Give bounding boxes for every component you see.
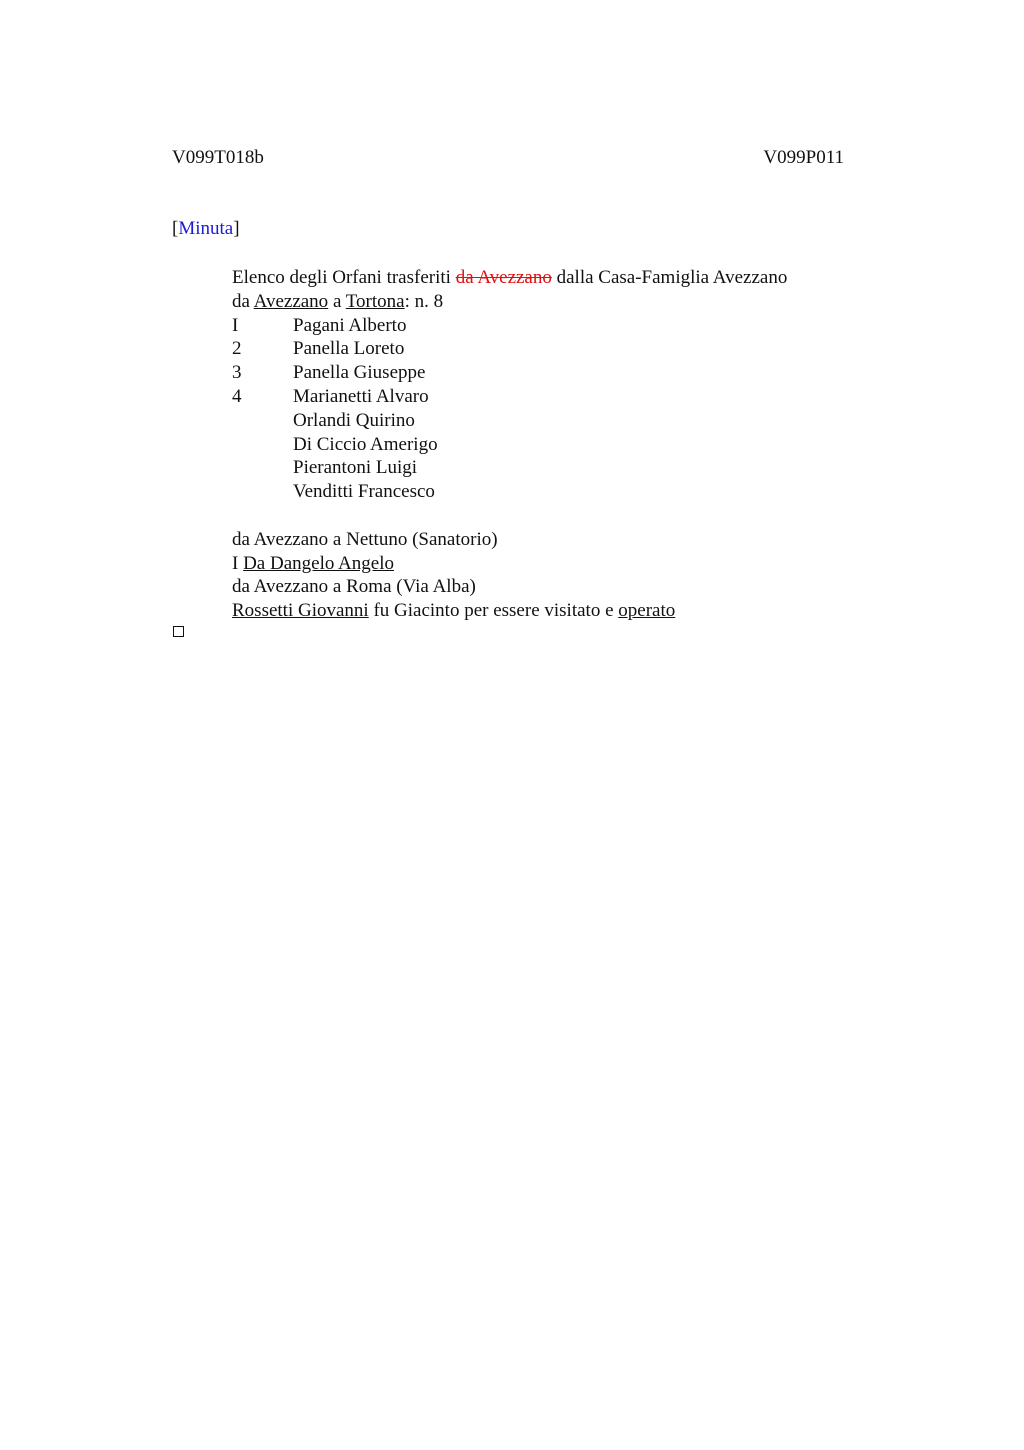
- route-from: Avezzano: [253, 290, 329, 312]
- title-suffix: dalla Casa-Famiglia Avezzano: [551, 267, 788, 288]
- route-nettuno: da Avezzano a Nettuno (Sanatorio): [232, 528, 498, 550]
- item-name: Panella Giuseppe: [293, 362, 426, 384]
- route-da: da: [232, 290, 254, 312]
- item-name: Marianetti Alvaro: [293, 385, 429, 407]
- entry-note: fu Giacinto per essere visitato e: [368, 600, 619, 622]
- entry-name: Rossetti Giovanni: [232, 600, 369, 622]
- roma-entry: [232, 599, 872, 623]
- document-body: [232, 266, 872, 623]
- minuta-label: [172, 218, 240, 240]
- item-number: 2: [232, 338, 242, 360]
- entry-note-underlined: operato: [618, 600, 676, 622]
- struck-text: da Avezzano: [455, 267, 552, 288]
- item-name: Orlandi Quirino: [293, 409, 415, 431]
- list-title: [232, 266, 872, 290]
- route-tortona: [232, 290, 872, 314]
- route-count: : n. 8: [404, 290, 444, 312]
- route-roma: da Avezzano a Roma (Via Alba): [232, 576, 476, 598]
- orphan-list: [232, 314, 872, 504]
- title-prefix: Elenco degli Orfani trasferiti: [232, 267, 456, 288]
- entry-number: I: [232, 552, 244, 574]
- item-name: Di Ciccio Amerigo: [293, 433, 438, 455]
- checkbox-square-icon: [173, 626, 184, 637]
- item-name: Pierantoni Luigi: [293, 457, 418, 479]
- list-item: [232, 314, 872, 338]
- nettuno-entry: [232, 552, 872, 576]
- entry-name: Da Dangelo Angelo: [243, 552, 394, 574]
- route-to: Tortona: [345, 290, 405, 312]
- document-code-left: V099T018b: [172, 147, 264, 168]
- item-name: Panella Loreto: [293, 338, 405, 360]
- list-item: [232, 409, 872, 433]
- list-item: [232, 361, 872, 385]
- item-name: Venditti Francesco: [293, 481, 435, 503]
- list-item: [232, 456, 872, 480]
- list-item: [232, 385, 872, 409]
- route-a: a: [328, 290, 346, 312]
- bracket-open: [: [172, 218, 179, 239]
- list-item: [232, 337, 872, 361]
- paragraph-gap: [232, 504, 872, 528]
- minuta-link[interactable]: Minuta: [178, 218, 234, 239]
- list-item: [232, 480, 872, 504]
- item-number: 3: [232, 362, 242, 384]
- bracket-close: ]: [233, 218, 240, 239]
- item-number: I: [232, 314, 239, 336]
- item-number: 4: [232, 385, 242, 407]
- document-code-right: V099P011: [763, 147, 844, 168]
- item-name: Pagani Alberto: [293, 314, 407, 336]
- list-item: [232, 433, 872, 457]
